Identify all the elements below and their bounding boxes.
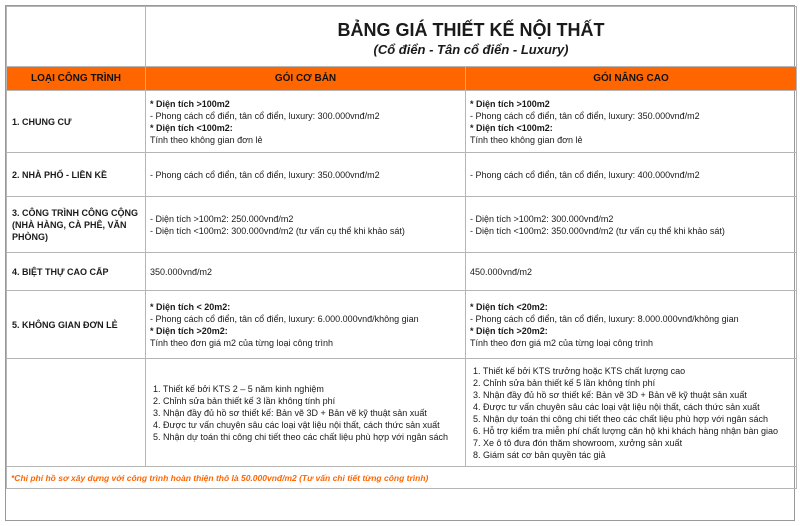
basic-cell [146, 291, 466, 359]
basic-services-list [153, 383, 462, 443]
cell-line: * Diện tích >20m2: [150, 325, 228, 336]
page-subtitle: (Cổ điển - Tân cổ điển - Luxury) [373, 41, 569, 57]
price-table [6, 6, 797, 489]
cell-line: - Diện tích <100m2: 300.000vnđ/m2 (tư vấn cụ thể khi khảo sát) [150, 225, 405, 236]
cell-line: * Diện tích <20m2: [470, 301, 548, 312]
table-row [7, 197, 797, 253]
cell-line: Tính theo không gian đơn lẻ [470, 134, 583, 145]
cell-line: * Diện tích >100m2 [150, 98, 230, 109]
row-name: 5. KHÔNG GIAN ĐƠN LẺ [7, 291, 146, 359]
cell-line: Tính theo đơn giá m2 của từng loại công trình [470, 337, 654, 348]
cell-line: - Phong cách cổ điển, tân cổ điển, luxury: 6.000.000vnđ/không gian [150, 313, 419, 324]
list-item: 8. Giám sát cơ bản quyền tác giả [473, 449, 606, 460]
cell-line: - Phong cách cổ điển, tân cổ điển, luxury: 8.000.000vnđ/không gian [470, 313, 739, 324]
advanced-cell [466, 197, 797, 253]
header-basic: GÓI CƠ BẢN [146, 67, 466, 91]
table-row [7, 91, 797, 153]
basic-services-cell [146, 359, 466, 467]
list-item: 2. Chỉnh sửa bản thiết kế 5 lần không tính phí [473, 377, 656, 388]
cell-line: - Diện tích >100m2: 250.000vnđ/m2 [150, 213, 294, 224]
row-name: 1. CHUNG CƯ [7, 91, 146, 153]
advanced-services-cell [466, 359, 797, 467]
cell-line: Tính theo không gian đơn lẻ [150, 134, 263, 145]
header-advanced: GÓI NÂNG CAO [466, 67, 797, 91]
row-name: 2. NHÀ PHỐ - LIỀN KỀ [7, 153, 146, 197]
list-item: 5. Nhận dự toán thi công chi tiết theo các chất liệu phù hợp với ngân sách [473, 413, 769, 424]
advanced-cell [466, 291, 797, 359]
header-type: LOẠI CÔNG TRÌNH [7, 67, 146, 91]
advanced-cell [466, 91, 797, 153]
cell-line: - Diện tích <100m2: 350.000vnđ/m2 (tư vấn cụ thể khi khảo sát) [470, 225, 725, 236]
footnote-row [7, 467, 797, 489]
cell-line: Tính theo đơn giá m2 của từng loại công trình [150, 337, 334, 348]
cell-line: * Diện tích <100m2: [150, 122, 233, 133]
list-item: 4. Được tư vấn chuyên sâu các loại vật liệu nội thất, cách thức sản xuất [473, 401, 760, 412]
list-item: 2. Chỉnh sửa bản thiết kế 3 lần không tính phí [153, 395, 336, 406]
advanced-services-list [473, 365, 793, 461]
cell-line: * Diện tích >20m2: [470, 325, 548, 336]
price-table-frame [5, 5, 795, 521]
list-item: 5. Nhận dự toán thi công chi tiết theo các chất liệu phù hợp với ngân sách [153, 431, 449, 442]
cell-line: - Phong cách cổ điển, tân cổ điển, luxury: 300.000vnđ/m2 [150, 110, 380, 121]
table-row [7, 153, 797, 197]
list-item: 1. Thiết kế bởi KTS 2 – 5 năm kinh nghiệm [153, 383, 324, 394]
list-item: 6. Hỗ trợ kiểm tra miễn phí chất lượng căn hộ khi khách hàng nhận bàn giao [473, 425, 779, 436]
advanced-cell [466, 153, 797, 197]
table-row [7, 253, 797, 291]
services-row [7, 359, 797, 467]
services-blank-cell [7, 359, 146, 467]
basic-cell [146, 91, 466, 153]
footnote: *Chi phí hồ sơ xây dựng với công trình hoàn thiện thô là 50.000vnđ/m2 (Tư vấn chi tiết từng công trình) [7, 467, 797, 489]
advanced-cell [466, 253, 797, 291]
cell-line: 350.000vnđ/m2 [150, 266, 213, 277]
list-item: 4. Được tư vấn chuyên sâu các loại vật liệu nội thất, cách thức sản xuất [153, 419, 440, 430]
cell-line: 450.000vnđ/m2 [470, 266, 533, 277]
cell-line: - Phong cách cổ điển, tân cổ điển, luxury: 400.000vnđ/m2 [470, 169, 700, 180]
title-cell [146, 7, 797, 67]
header-row [7, 67, 797, 91]
page-title: BẢNG GIÁ THIẾT KẾ NỘI THẤT [337, 19, 605, 40]
cell-line: * Diện tích < 20m2: [150, 301, 231, 312]
list-item: 3. Nhận đầy đủ hồ sơ thiết kế: Bản vẽ 3D + Bản vẽ kỹ thuật sản xuất [153, 407, 427, 418]
row-name: 4. BIỆT THỰ CAO CẤP [7, 253, 146, 291]
cell-line: - Phong cách cổ điển, tân cổ điển, luxury: 350.000vnđ/m2 [150, 169, 380, 180]
cell-line: - Phong cách cổ điển, tân cổ điển, luxury: 350.000vnđ/m2 [470, 110, 700, 121]
basic-cell [146, 153, 466, 197]
table-row [7, 291, 797, 359]
title-row [7, 7, 797, 67]
list-item: 7. Xe ô tô đưa đón thăm showroom, xưởng sản xuất [473, 437, 683, 448]
cell-line: * Diện tích <100m2: [470, 122, 553, 133]
title-blank-cell [7, 7, 146, 67]
cell-line: - Diện tích >100m2: 300.000vnđ/m2 [470, 213, 614, 224]
cell-line: * Diện tích >100m2 [470, 98, 550, 109]
basic-cell [146, 253, 466, 291]
row-name: 3. CÔNG TRÌNH CÔNG CỘNG (NHÀ HÀNG, CÀ PHÊ, VĂN PHÒNG) [7, 197, 146, 253]
list-item: 3. Nhận đầy đủ hồ sơ thiết kế: Bản vẽ 3D + Bản vẽ kỹ thuật sản xuất [473, 389, 747, 400]
list-item: 1. Thiết kế bởi KTS trưởng hoặc KTS chất lượng cao [473, 365, 686, 376]
basic-cell [146, 197, 466, 253]
